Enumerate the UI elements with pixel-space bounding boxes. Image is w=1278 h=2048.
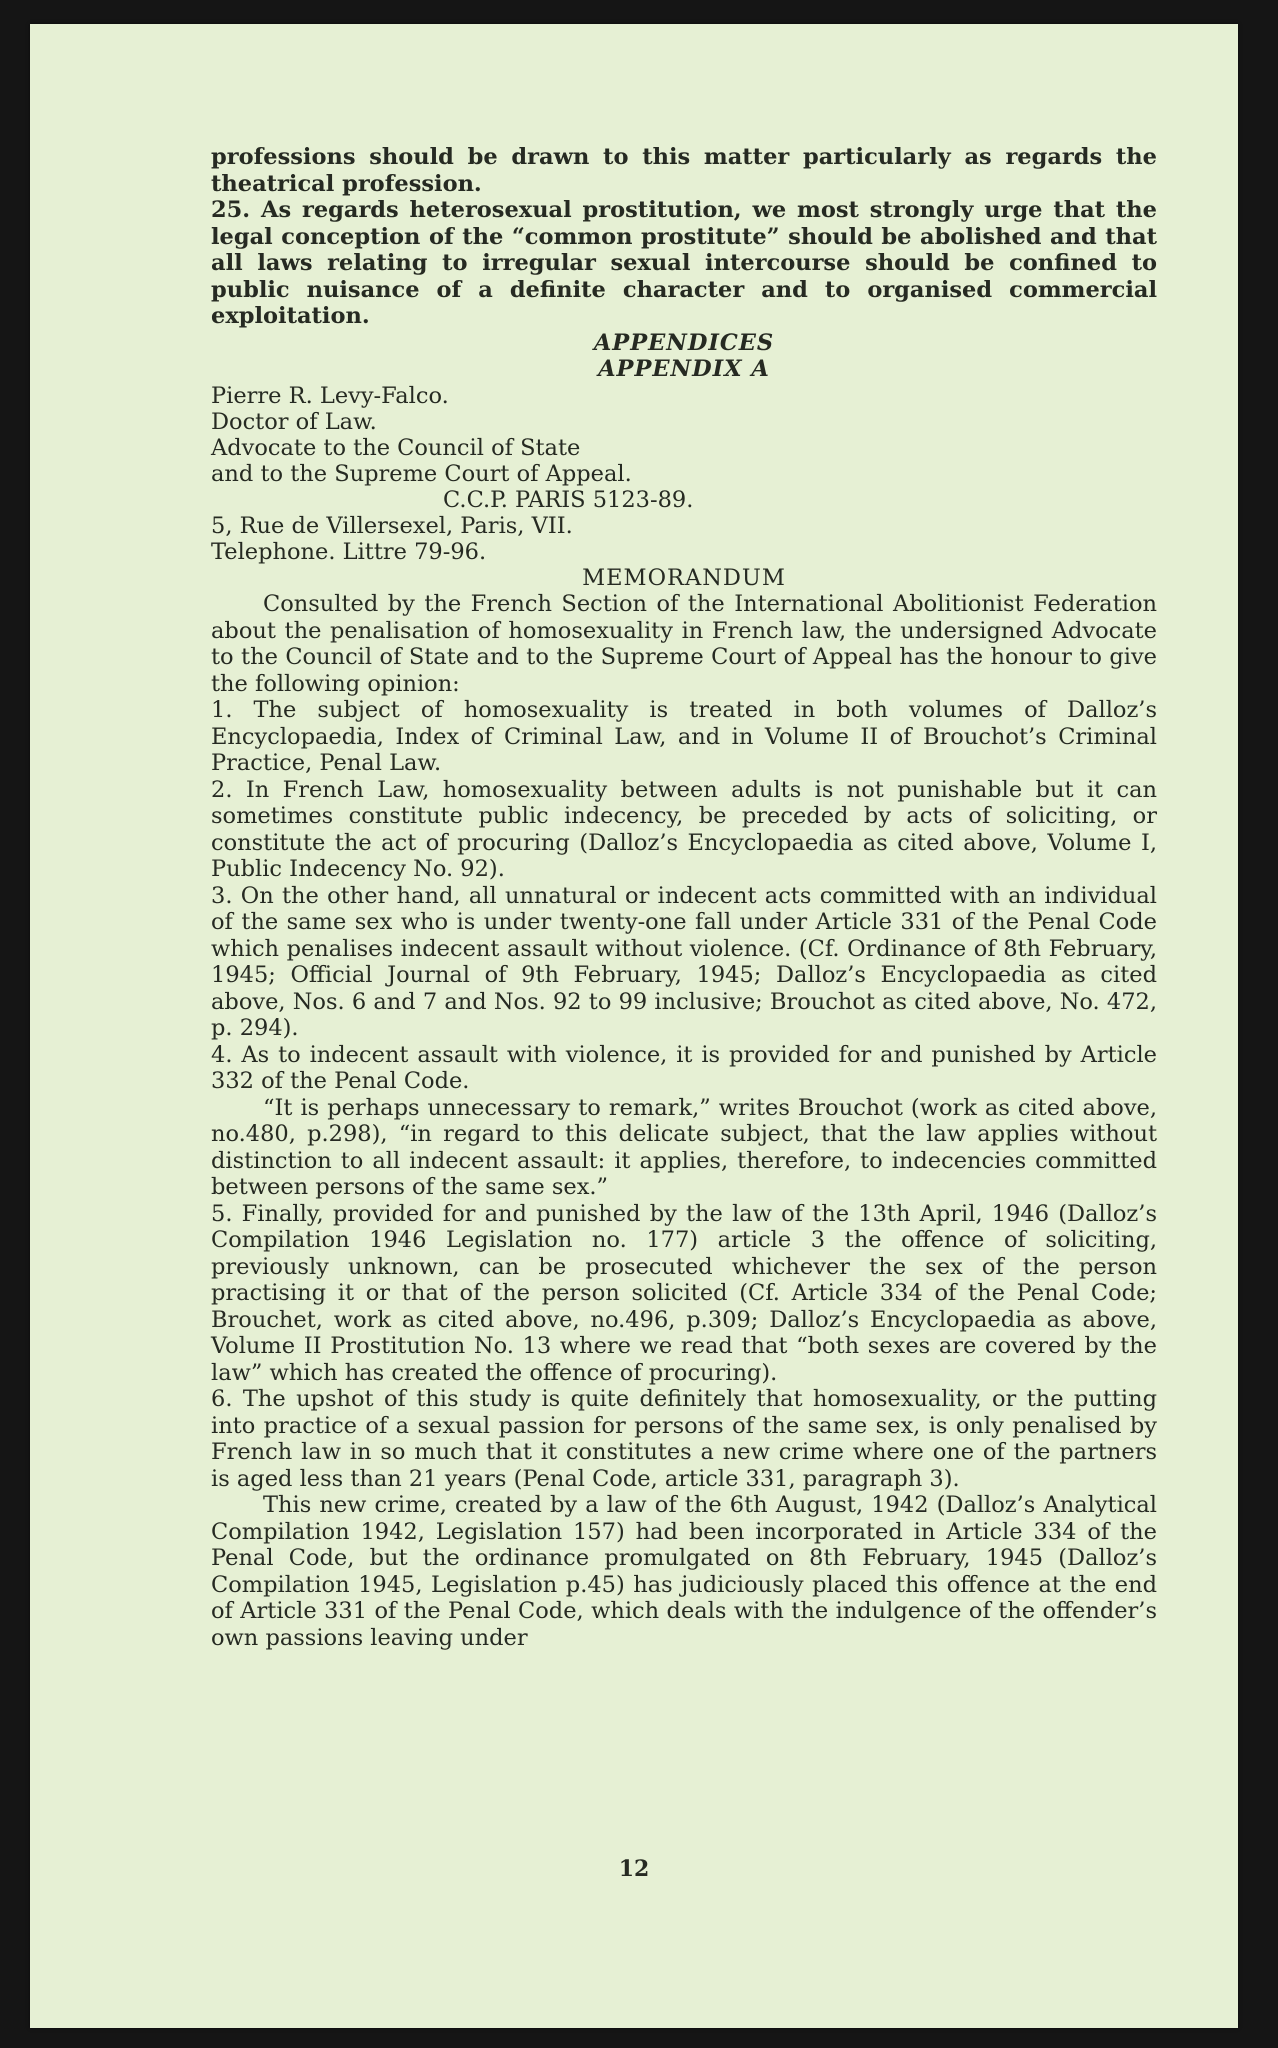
memo-intro-paragraph: Consulted by the French Section of the International Abolitionist Federation about the penalisation of homosexuality in French law, the undersigned Advocate to the Council of State and to the Supreme Court of Appeal has the honour to give the following opinion: [211,591,1157,697]
address-line-street: 5, Rue de Villersexel, Paris, VII. [211,512,573,539]
memorandum-body [211,591,1157,1651]
intro-section [211,144,1157,330]
memo-paragraph-7: This new crime, created by a law of the 6th August, 1942 (Dalloz’s Analytical Compilation 1942, Legislation 157) had been incorporated in Article 334 of the Penal Code, but the ordinance promulgated on 8th February, 1945 (Dalloz’s Compilation 1945, Legislation p.45) has judiciously placed this offence at the end of Article 331 of the Penal Code, which deals with the indulgence of the offender’s own passions leaving under [211,1492,1157,1651]
intro-paragraph-25: 25. As regards heterosexual prostitution, we most strongly urge that the legal conception of the “common prostitute” should be abolished and that all laws relating to irregular sexual intercourse should be confined to public nuisance of a definite character and to organised commercial exploitation. [211,197,1157,329]
memo-paragraph-5: 5. Finally, provided for and punished by the law of the 13th April, 1946 (Dalloz’s Compilation 1946 Legislation no. 177) article 3 the offence of soliciting, previously unknown, can be prosecuted whichever the sex of the person practising it or that of the person solicited (Cf. Article 334 of the Penal Code; Brouchet, work as cited above, no.496, p.309; Dalloz’s Encyclopaedia as above, Volume II Prostitution No. 13 where we read that “both sexes are covered by the law” which has created the offence of procuring). [211,1200,1157,1386]
appendices-heading: APPENDICES [593,329,775,356]
memo-quote-paragraph: “It is perhaps unnecessary to remark,” writes Brouchot (work as cited above, no.480, p.298), “in regard to this delicate subject, that the law applies without distinction to all indecent assault: it applies, therefore, to indecencies committed between persons of the same sex.” [211,1094,1157,1200]
memo-paragraph-2: 2. In French Law, homosexuality between adults is not punishable but it can sometimes constitute public indecency, be preceded by acts of soliciting, or constitute the act of procuring (Dalloz’s Encyclopaedia as cited above, Volume I, Public Indecency No. 92). [211,776,1157,882]
memo-paragraph-3: 3. On the other hand, all unnatural or indecent acts committed with an individual of the same sex who is under twenty-one fall under Article 331 of the Penal Code which penalises indecent assault without violence. (Cf. Ordinance of 8th February, 1945; Official Journal of 9th February, 1945; Dalloz’s Encyclopaedia as cited above, Nos. 6 and 7 and Nos. 92 to 99 inclusive; Brouchot as cited above, No. 472, p. 294). [211,882,1157,1041]
address-line-title: Doctor of Law. [211,408,377,435]
address-line-telephone: Telephone. Littre 79-96. [211,538,487,565]
page-number: 12 [618,1856,650,1882]
memo-paragraph-1: 1. The subject of homosexuality is treated in both volumes of Dalloz’s Encyclopaedia, Index of Criminal Law, and in Volume II of Brouchot’s Criminal Practice, Penal Law. [211,697,1157,776]
address-line-ccp: C.C.P. PARIS 5123-89. [443,486,694,513]
page-body [211,144,1157,1651]
address-line-name: Pierre R. Levy-Falco. [211,382,449,409]
memorandum-heading: MEMORANDUM [582,564,786,591]
memo-paragraph-6: 6. The upshot of this study is quite definitely that homosexuality, or the putting into practice of a sexual passion for persons of the same sex, is only penalised by French law in so much that it constitutes a new crime where one of the partners is aged less than 21 years (Penal Code, article 331, paragraph 3). [211,1386,1157,1492]
address-line-role-2: and to the Supreme Court of Appeal. [211,460,632,487]
intro-paragraph-1: professions should be drawn to this matter particularly as regards the theatrical profession. [211,144,1157,197]
address-line-role-1: Advocate to the Council of State [211,434,581,461]
document-page [30,24,1238,2028]
appendix-a-heading: APPENDIX A [598,356,770,382]
memo-paragraph-4: 4. As to indecent assault with violence, it is provided for and punished by Article 332 of the Penal Code. [211,1041,1157,1094]
author-address-block [211,383,1157,565]
